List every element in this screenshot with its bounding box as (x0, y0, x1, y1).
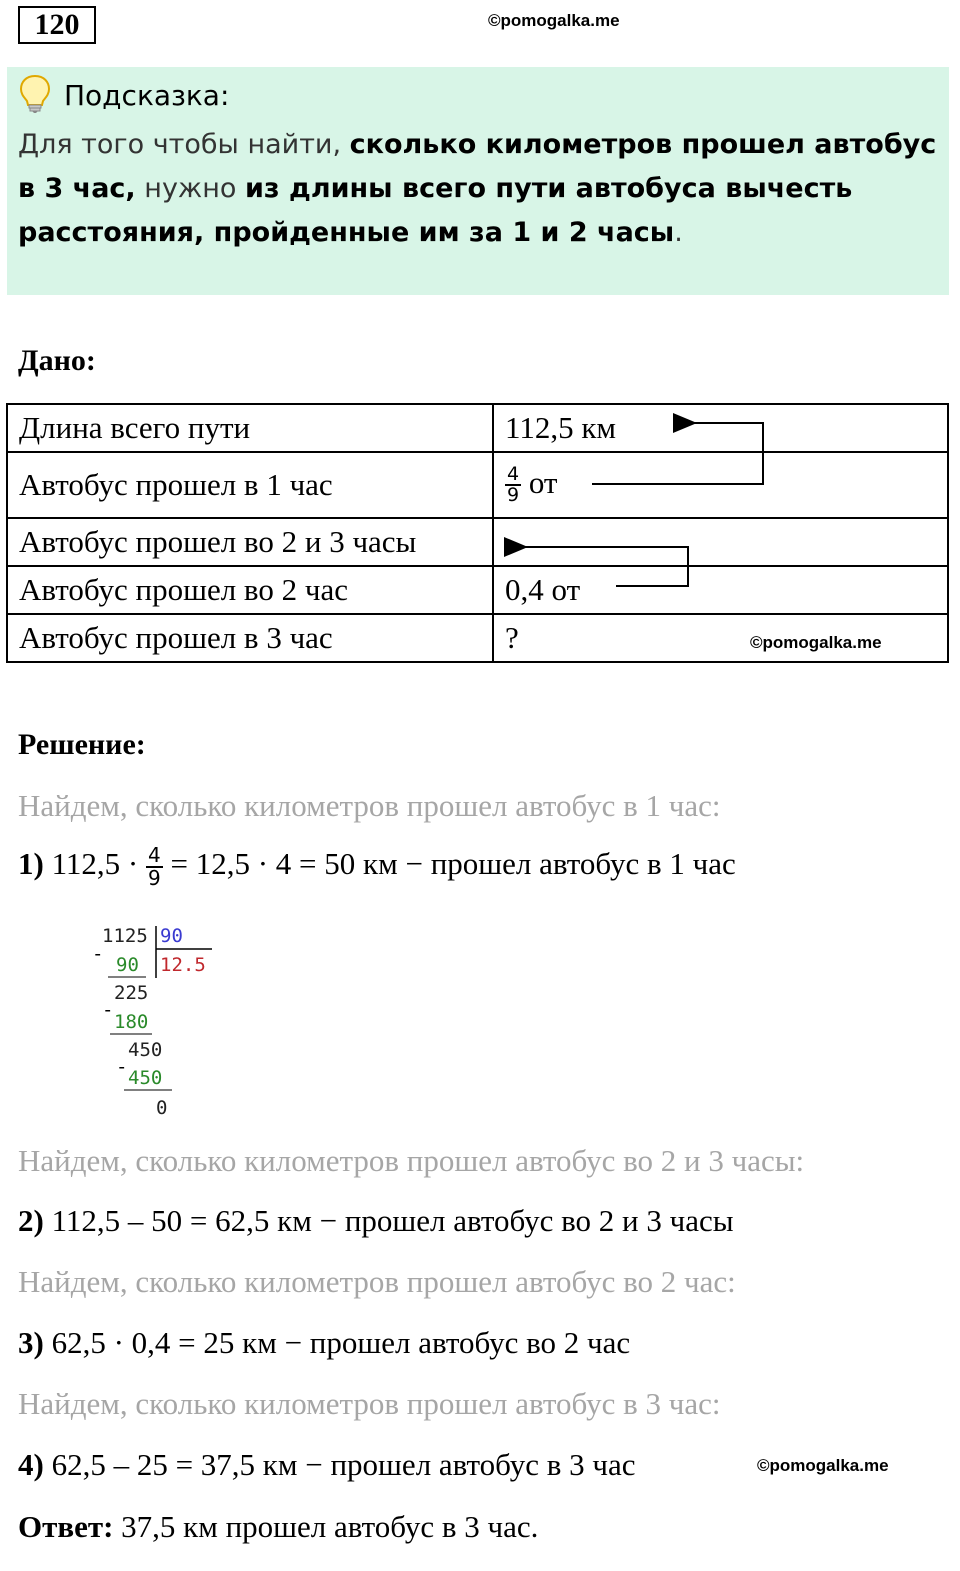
given-value: от (528, 464, 558, 500)
hint-text-3: нужно (135, 173, 245, 204)
step-2 (18, 1203, 734, 1239)
hint-text-5: . (674, 217, 683, 248)
minus-sign: - (102, 999, 114, 1021)
ld-step: 450 (128, 1067, 163, 1089)
arrow-to-total-length (592, 423, 763, 484)
hint-text-2: сколько километров прошел автобус в 3 час, (18, 129, 937, 204)
intro-4: Найдем, сколько километров прошел автобус в 3 час: (18, 1386, 721, 1421)
long-division (80, 922, 220, 1122)
step-4-text: 62,5 – 25 = 37,5 км − прошел автобус в 3 час (43, 1447, 636, 1482)
ld-step: 90 (116, 954, 139, 976)
watermark-top: ©pomogalka.me (488, 11, 620, 30)
step-4 (18, 1447, 636, 1483)
solution-title: Решение: (18, 728, 146, 761)
fraction-numerator: 4 (507, 463, 520, 486)
hint-text-1: Для того чтобы найти, (18, 129, 350, 160)
ld-step: 180 (114, 1011, 149, 1033)
intro-3: Найдем, сколько километров прошел автобус во 2 час: (18, 1264, 736, 1299)
ld-step: 450 (128, 1039, 163, 1061)
hint-text-4: из длины всего пути автобуса вычесть расстояния, пройденные им за 1 и 2 часы (18, 173, 853, 248)
hint-title: Подсказка: (64, 79, 230, 112)
given-label: Автобус прошел во 2 и 3 часы (7, 518, 493, 566)
ld-step: 225 (114, 982, 149, 1004)
watermark-table: ©pomogalka.me (750, 633, 882, 652)
table-arrows (0, 0, 960, 700)
given-label: Автобус прошел в 3 час (7, 614, 493, 662)
minus-sign: - (92, 943, 104, 965)
given-label: Длина всего пути (7, 404, 493, 452)
step-1-a: 112,5 · (43, 846, 147, 882)
step-4-number: 4) (18, 1447, 44, 1482)
given-value: 0,4 от (493, 566, 948, 614)
answer (18, 1509, 538, 1545)
step-1-fraction (146, 845, 163, 889)
step-1-number: 1) (18, 846, 44, 882)
fraction-numerator: 4 (148, 843, 161, 867)
step-3-text: 62,5 · 0,4 = 25 км − прошел автобус во 2 час (43, 1325, 631, 1360)
given-value: ? (493, 614, 948, 662)
step-2-number: 2) (18, 1203, 44, 1238)
watermark-bottom: ©pomogalka.me (757, 1456, 889, 1475)
arrow-to-2-3-hours (524, 547, 688, 586)
ld-step: 0 (156, 1097, 168, 1119)
intro-2: Найдем, сколько километров прошел автобус во 2 и 3 часы: (18, 1143, 805, 1178)
answer-label: Ответ: (18, 1509, 114, 1544)
step-1-b: = 12,5 · 4 = 50 км − прошел автобус в 1 час (162, 846, 736, 882)
ld-quotient: 12.5 (160, 954, 206, 976)
ld-dividend: 1125 (102, 925, 148, 947)
step-1 (18, 845, 736, 889)
fraction-denominator: 9 (507, 484, 520, 507)
given-value: 112,5 км (493, 404, 948, 452)
answer-text: 37,5 км прошел автобус в 3 час. (113, 1509, 539, 1544)
step-2-text: 112,5 – 50 = 62,5 км − прошел автобус во 2 и 3 часы (43, 1203, 734, 1238)
fraction-denominator: 9 (148, 866, 161, 890)
given-label: Автобус прошел во 2 час (7, 566, 493, 614)
step-3 (18, 1325, 630, 1361)
given-title: Дано: (18, 344, 96, 377)
task-number: 120 (18, 6, 96, 44)
given-label: Автобус прошел в 1 час (7, 452, 493, 518)
intro-1: Найдем, сколько километров прошел автобус в 1 час: (18, 788, 721, 823)
step-3-number: 3) (18, 1325, 44, 1360)
minus-sign: - (116, 1056, 128, 1078)
ld-divisor: 90 (160, 925, 183, 947)
